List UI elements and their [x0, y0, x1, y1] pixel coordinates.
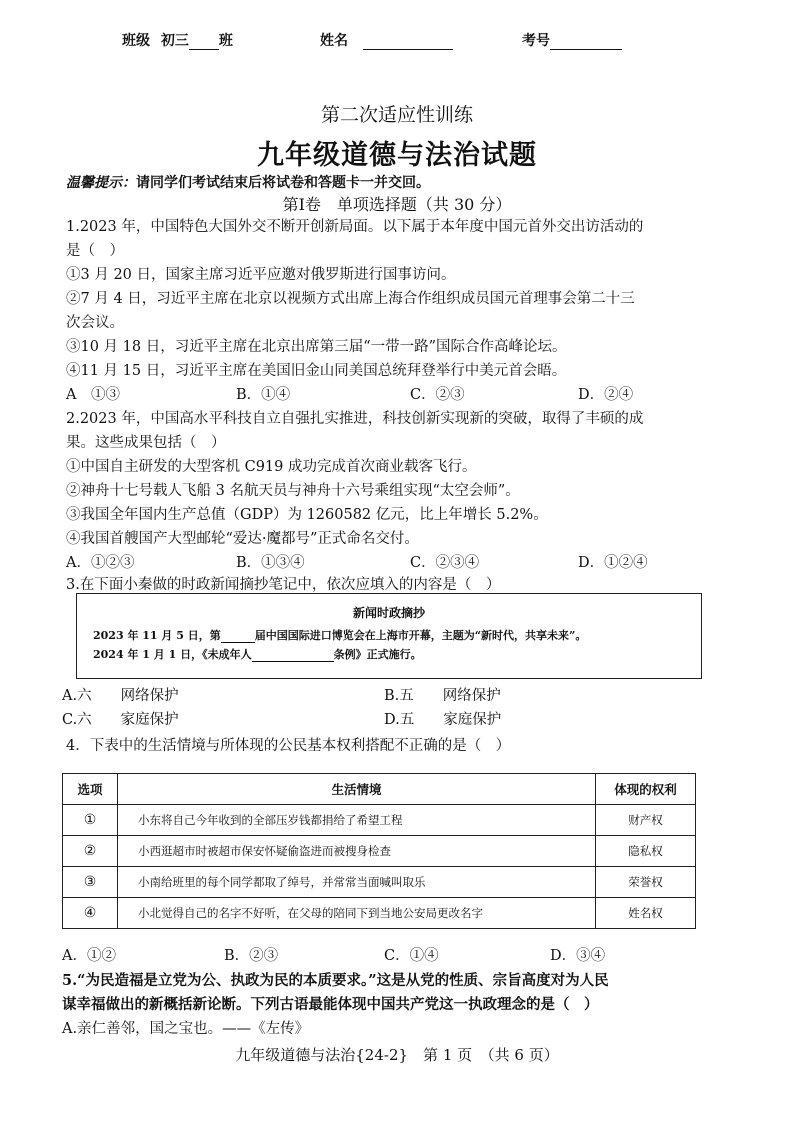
note-blank-2[interactable]: [252, 661, 334, 662]
row-situation: 小北觉得自己的名字不好听，在父母的陪同下到当地公安局更改名字: [118, 898, 596, 929]
subtitle: 第二次适应性训练: [320, 104, 473, 126]
q3-option-a[interactable]: A.六 网络保护: [62, 688, 179, 704]
row-situation: 小南给班里的每个同学都取了绰号，并常常当面喊叫取乐: [118, 867, 596, 898]
q1-item: ③10 月 18 日，习近平主席在北京出席第三届“一带一路”国际合作高峰论坛。: [66, 339, 567, 355]
class-prefix: 初三: [160, 33, 189, 49]
row-right: 隐私权: [596, 836, 696, 867]
q1-item: ④11 月 15 日，习近平主席在美国旧金山同美国总统拜登举行中美元首会晤。: [66, 363, 567, 379]
q1-item: 次会议。: [66, 315, 124, 331]
q2-option-d[interactable]: D．①②④: [578, 555, 648, 571]
rights-table: [62, 773, 696, 929]
table-row: [63, 898, 696, 929]
row-situation: 小西逛超市时被超市保安怀疑偷盗进而被搜身检查: [118, 836, 596, 867]
q2-item: ②神舟十七号载人飞船 3 名航天员与神舟十六号乘组实现“太空会师”。: [66, 483, 520, 499]
q1-option-c[interactable]: C．②③: [410, 387, 465, 403]
q1-option-d[interactable]: D．②④: [578, 387, 634, 403]
table-header: 生活情境: [118, 774, 596, 805]
q2-stem-1: 2.2023 年，中国高水平科技自立自强扎实推进，科技创新实现新的突破，取得了丰硕的成: [66, 411, 644, 427]
page-footer: 九年级道德与法治{24-2} 第 1 页 （共 6 页）: [235, 1046, 559, 1064]
page-title: 九年级道德与法治试题: [257, 140, 537, 171]
q3-option-d[interactable]: D.五 家庭保护: [384, 712, 502, 728]
q5-option-a[interactable]: A.亲仁善邻，国之宝也。——《左传》: [62, 1021, 310, 1037]
q2-item: ④我国首艘国产大型邮轮“爱达·魔都号”正式命名交付。: [66, 531, 419, 547]
exam-number-blank[interactable]: [550, 49, 622, 50]
section-title: 第Ⅰ卷 单项选择题（共 30 分）: [282, 195, 512, 214]
exam-number-label: 考号: [522, 33, 550, 49]
tip-label: 温馨提示：: [66, 175, 136, 191]
row-number: ②: [63, 836, 118, 867]
table-header: 选项: [63, 774, 118, 805]
note-title: 新闻时政摘抄: [352, 606, 425, 620]
q4-stem: 4．下表中的生活情境与所体现的公民基本权利搭配不正确的是（ ）: [66, 738, 511, 754]
q1-option-b[interactable]: B．①④: [236, 387, 291, 403]
table-row: [63, 805, 696, 836]
q3-option-c[interactable]: C.六 家庭保护: [62, 712, 179, 728]
q5-stem-2: 谋幸福做出的新概括新论断。下列古语最能体现中国共产党这一执政理念的是（ ）: [62, 996, 599, 1013]
q3-stem: 3.在下面小秦做的时政新闻摘抄笔记中，依次应填入的内容是（ ）: [66, 577, 501, 593]
row-right: 姓名权: [596, 898, 696, 929]
q1-option-a[interactable]: A ①③: [66, 387, 120, 403]
name-blank[interactable]: [363, 49, 453, 50]
q2-stem-2: 果。这些成果包括（ ）: [66, 435, 226, 451]
table-row: [63, 836, 696, 867]
class-field: [122, 30, 233, 50]
tip-text: 请同学们考试结束后将试卷和答题卡一并交回。: [136, 175, 430, 191]
class-blank[interactable]: [189, 49, 219, 50]
q2-item: ①中国自主研发的大型客机 C919 成功完成首次商业载客飞行。: [66, 459, 477, 475]
row-number: ①: [63, 805, 118, 836]
note-line-2: [93, 646, 422, 662]
table-header-row: [63, 774, 696, 805]
note-line-1: [93, 627, 586, 643]
row-number: ③: [63, 867, 118, 898]
q2-option-b[interactable]: B．①③④: [236, 555, 305, 571]
name-field: [320, 30, 453, 50]
row-number: ④: [63, 898, 118, 929]
q3-option-b[interactable]: B.五 网络保护: [384, 688, 501, 704]
table-row: [63, 867, 696, 898]
row-right: 财产权: [596, 805, 696, 836]
class-label: 班级: [122, 33, 150, 49]
q2-item: ③我国全年国内生产总值（GDP）为 1260582 亿元，比上年增长 5.2%。: [66, 507, 548, 523]
exam-number-field: [522, 30, 622, 50]
q1-item: ②7 月 4 日，习近平主席在北京以视频方式出席上海合作组织成员国元首理事会第二十三: [66, 291, 635, 307]
tip: [66, 172, 430, 192]
note-line-1-end: 届中国国际进口博览会在上海市开幕，主题为“新时代，共享未来”。: [254, 629, 587, 642]
note-line-1-start: 2023 年 11 月 5 日，第: [93, 629, 221, 642]
note-blank-1[interactable]: [221, 642, 255, 643]
table-header: 体现的权利: [596, 774, 696, 805]
q5-stem-1: 5.“为民造福是立党为公、执政为民的本质要求。”这是从党的性质、宗旨高度对为人民: [62, 972, 609, 989]
q1-stem-2: 是（ ）: [66, 243, 124, 259]
q2-option-a[interactable]: A．①②③: [66, 555, 135, 571]
class-suffix: 班: [218, 33, 233, 49]
row-right: 荣誉权: [596, 867, 696, 898]
note-line-2-start: 2024 年 1 月 1 日，《未成年人: [93, 648, 252, 661]
news-note-card: [76, 593, 702, 679]
note-line-2-end: 条例》正式施行。: [333, 648, 422, 661]
q4-option-c[interactable]: C．①④: [384, 948, 439, 964]
name-label: 姓名: [320, 33, 348, 49]
row-situation: 小东将自己今年收到的全部压岁钱都捐给了希望工程: [118, 805, 596, 836]
q1-item: ①3 月 20 日，国家主席习近平应邀对俄罗斯进行国事访问。: [66, 267, 456, 283]
q4-option-b[interactable]: B．②③: [224, 948, 279, 964]
q4-option-a[interactable]: A．①②: [62, 948, 116, 964]
q1-stem-1: 1.2023 年，中国特色大国外交不断开创新局面。以下属于本年度中国元首外交出访活动的: [66, 219, 644, 235]
q2-option-c[interactable]: C．②③④: [410, 555, 480, 571]
q4-option-d[interactable]: D．③④: [550, 948, 606, 964]
